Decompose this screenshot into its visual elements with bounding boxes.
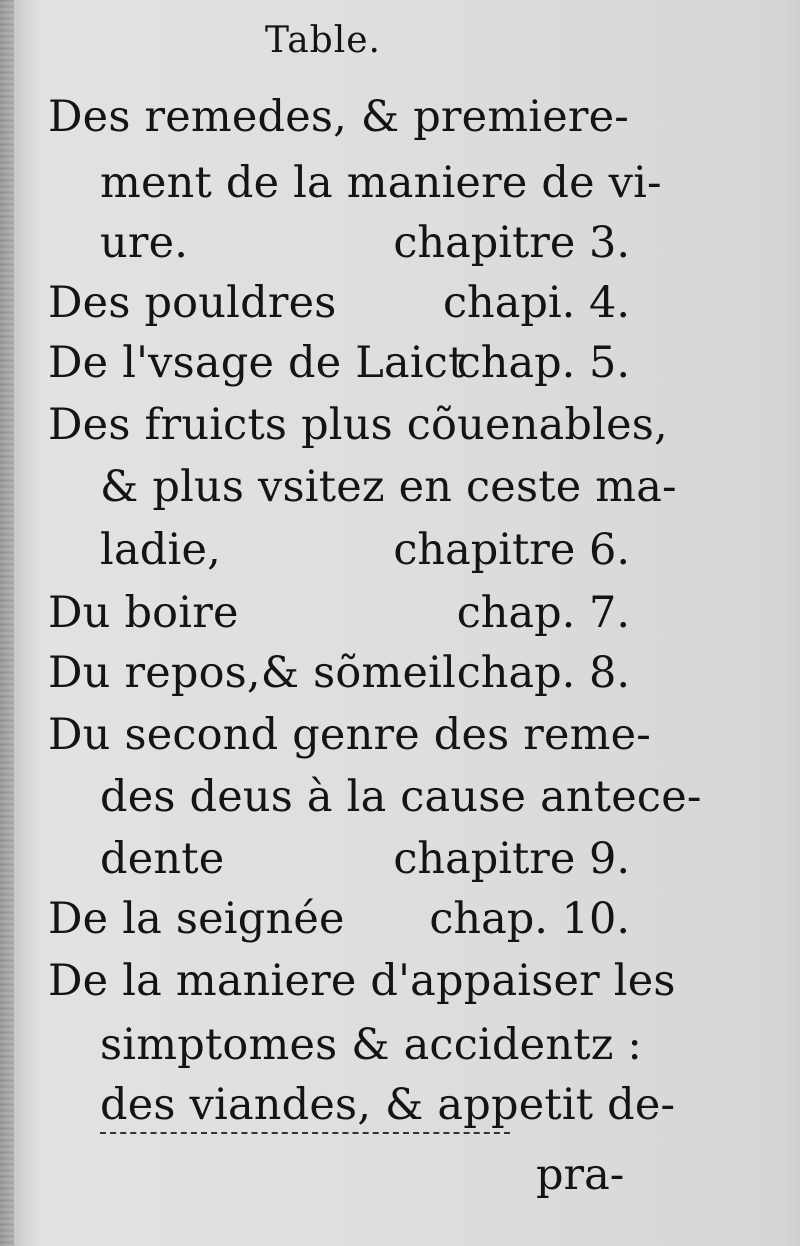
toc-line-13: dente xyxy=(100,834,225,884)
toc-line-16: simptomes & accidentz : xyxy=(100,1020,643,1070)
toc-line-7: & plus vsitez en ceste ma- xyxy=(100,462,677,512)
toc-line-10: Du repos,& sõmeil xyxy=(48,648,457,698)
toc-line-12: des deus à la cause antece- xyxy=(100,772,702,822)
running-head: Table. xyxy=(265,20,381,61)
chapter-ref-5: chap. 5. xyxy=(456,338,630,388)
chapter-ref-8: chap. 8. xyxy=(456,648,630,698)
toc-line-8: ladie, xyxy=(100,525,221,575)
toc-line-5: De l'vsage de Laict xyxy=(48,338,466,388)
toc-line-17: des viandes, & appetit de- xyxy=(100,1080,676,1130)
toc-line-6: Des fruicts plus cõuenables, xyxy=(48,400,668,450)
footer-rule xyxy=(100,1132,510,1134)
chapter-ref-10: chap. 10. xyxy=(429,894,630,944)
toc-line-9: Du boire xyxy=(48,588,239,638)
toc-line-15: De la maniere d'appaiser les xyxy=(48,956,676,1006)
page-gutter-edge xyxy=(0,0,14,1246)
chapter-ref-9: chapitre 9. xyxy=(393,834,630,884)
toc-line-2: ment de la maniere de vi- xyxy=(100,158,662,208)
toc-line-14: De la seignée xyxy=(48,894,345,944)
catchword: pra- xyxy=(536,1150,625,1200)
chapter-ref-6: chapitre 6. xyxy=(393,525,630,575)
toc-line-4: Des pouldres xyxy=(48,278,337,328)
chapter-ref-3: chapitre 3. xyxy=(393,218,630,268)
toc-line-3: ure. xyxy=(100,218,189,268)
chapter-ref-7: chap. 7. xyxy=(456,588,630,638)
chapter-ref-4: chapi. 4. xyxy=(442,278,630,328)
toc-line-1: Des remedes, & premiere- xyxy=(48,92,630,142)
toc-line-11: Du second genre des reme- xyxy=(48,710,652,760)
